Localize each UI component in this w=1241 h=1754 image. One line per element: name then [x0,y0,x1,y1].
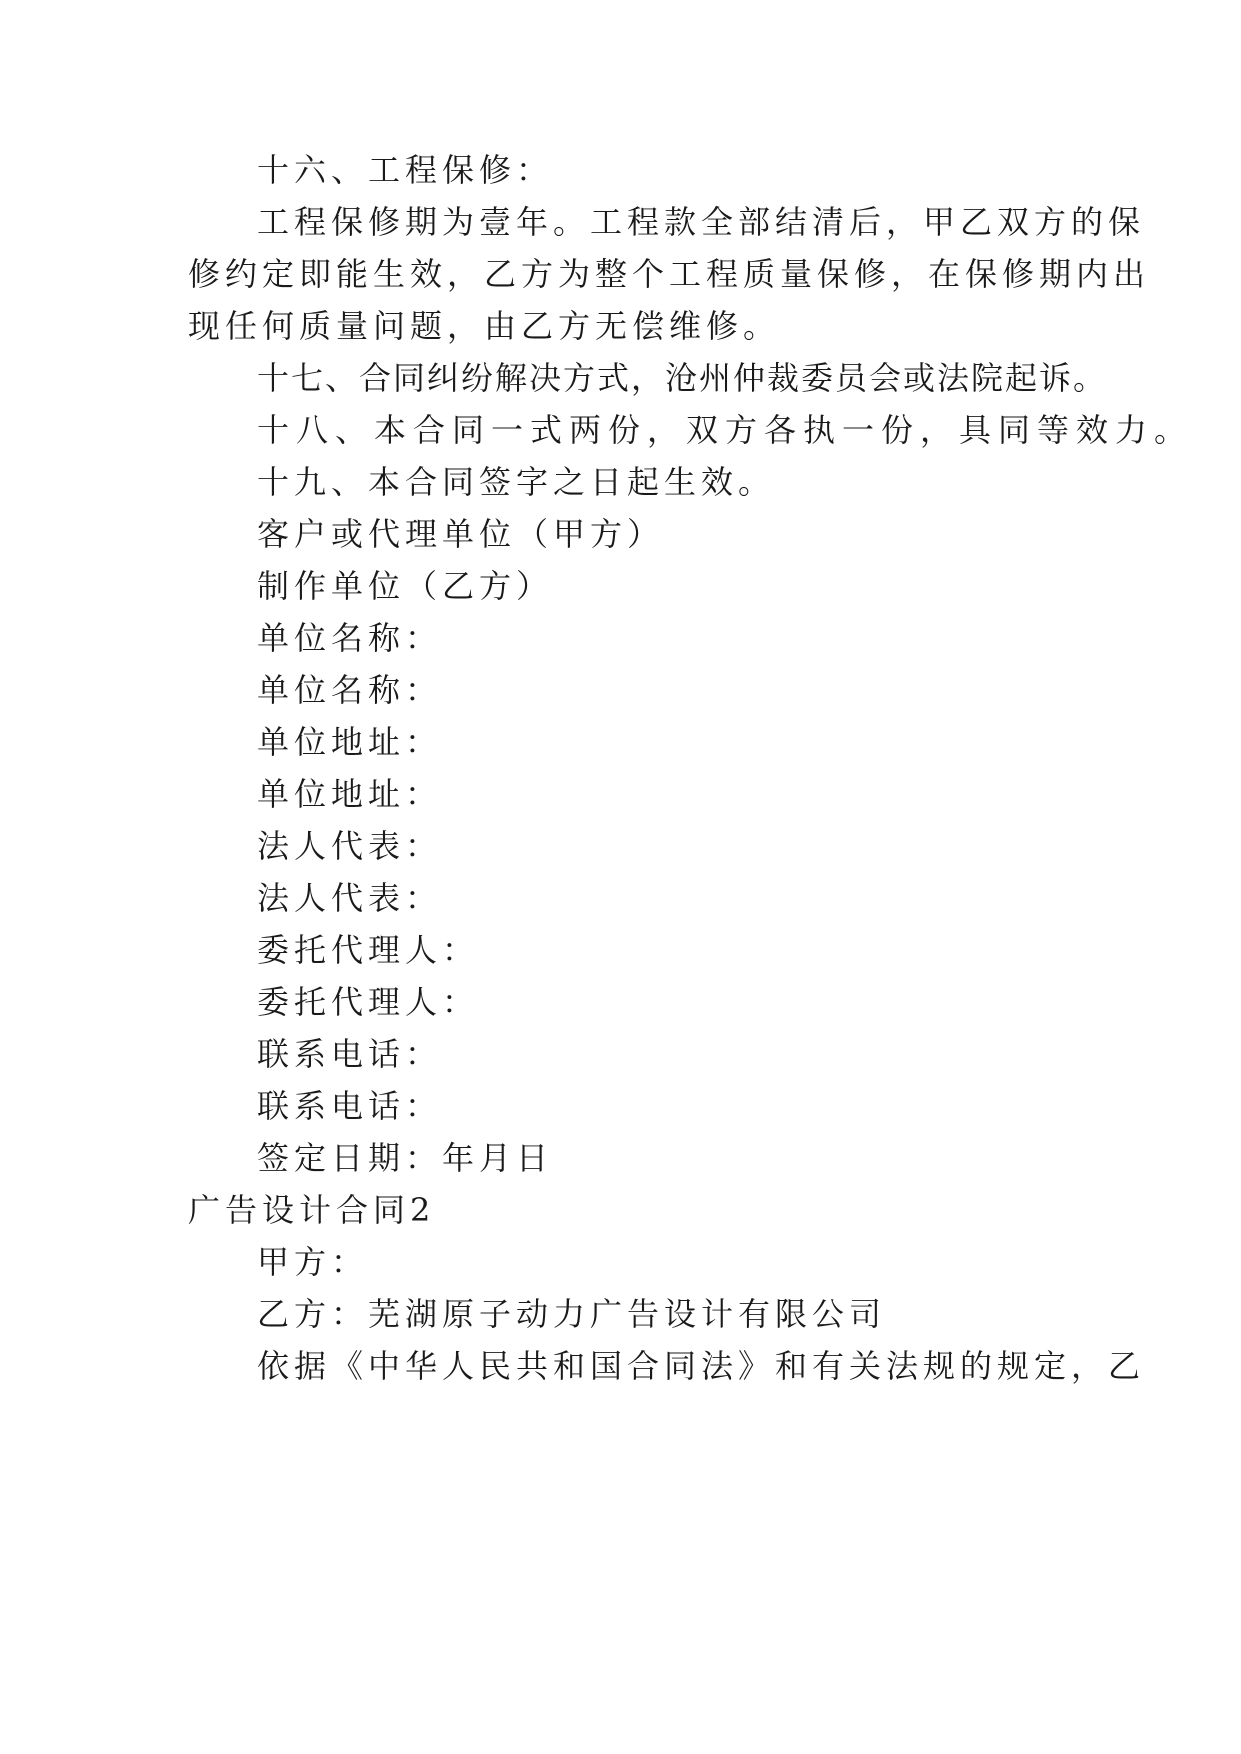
party-b-phone-field: 联系电话： [257,1087,443,1125]
contract2-party-a: 甲方： [257,1243,369,1281]
party-a-phone-field: 联系电话： [257,1035,443,1073]
party-b-label: 制作单位（乙方） [257,567,554,605]
party-a-name-field: 单位名称： [257,619,443,657]
party-a-address-field: 单位地址： [257,723,443,761]
party-a-agent-field: 委托代理人： [257,931,480,969]
party-b-address-field: 单位地址： [257,775,443,813]
party-b-name-field: 单位名称： [257,671,443,709]
party-a-label: 客户或代理单位（甲方） [257,515,665,553]
contract2-title: 广告设计合同2 [188,1191,436,1229]
section16-heading: 十六、工程保修： [257,151,554,189]
section16-paragraph-line-1: 工程保修期为壹年。工程款全部结清后，甲乙双方的保 [257,203,1146,241]
section17-paragraph: 十七、合同纠纷解决方式，沧州仲裁委员会或法院起诉。 [257,359,1108,397]
section16-paragraph-line-3: 现任何质量问题，由乙方无偿维修。 [188,307,781,345]
party-b-agent-field: 委托代理人： [257,983,480,1021]
party-a-legal-rep-field: 法人代表： [257,827,443,865]
contract2-intro-line: 依据《中华人民共和国合同法》和有关法规的规定，乙 [257,1347,1146,1385]
section16-paragraph-line-2: 修约定即能生效，乙方为整个工程质量保修，在保修期内出 [188,255,1151,293]
contract2-party-b: 乙方：芜湖原子动力广告设计有限公司 [257,1295,887,1333]
party-b-legal-rep-field: 法人代表： [257,879,443,917]
section18-paragraph: 十八、本合同一式两份，双方各执一份，具同等效力。 [257,411,1194,449]
signing-date-field: 签定日期：年月日 [257,1139,554,1177]
section19-paragraph: 十九、本合同签字之日起生效。 [257,463,776,501]
